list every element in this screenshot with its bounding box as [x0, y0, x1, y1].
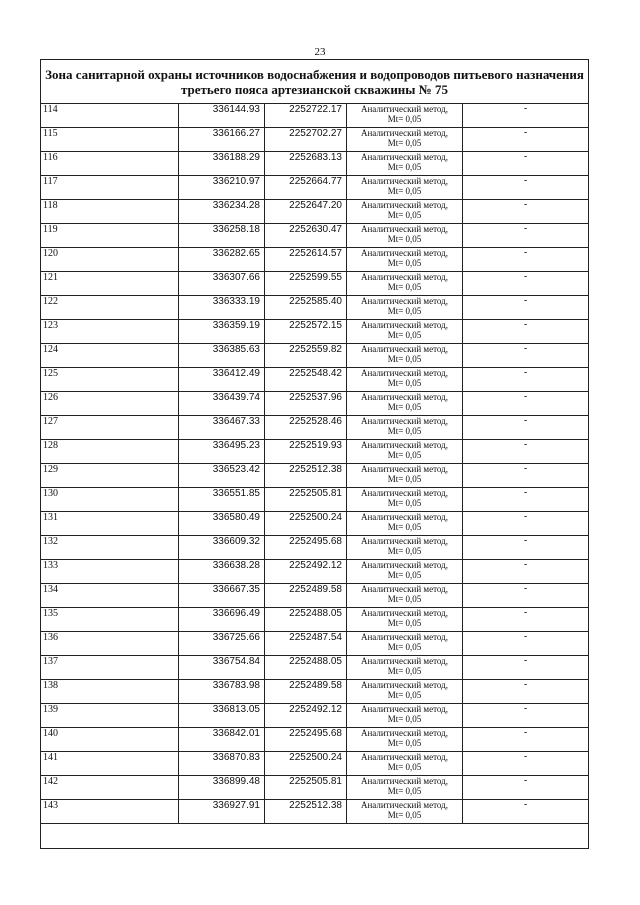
x-coordinate-cell: 336842.01: [179, 728, 265, 752]
x-coordinate-cell: 336754.84: [179, 656, 265, 680]
y-coordinate-cell: 2252489.58: [265, 584, 347, 608]
x-coordinate-cell: 336439.74: [179, 392, 265, 416]
x-coordinate-cell: 336495.23: [179, 440, 265, 464]
method-cell: [347, 512, 463, 536]
dash-cell: -: [463, 680, 589, 704]
point-number-cell: 130: [41, 488, 179, 512]
y-coordinate-cell: 2252512.38: [265, 800, 347, 824]
table-row: [41, 656, 589, 680]
x-coordinate-cell: 336927.91: [179, 800, 265, 824]
x-coordinate-cell: 336870.83: [179, 752, 265, 776]
dash-cell: -: [463, 104, 589, 128]
x-coordinate-cell: 336467.33: [179, 416, 265, 440]
y-coordinate-cell: 2252492.12: [265, 704, 347, 728]
method-accuracy: Mt= 0,05: [387, 426, 422, 436]
method-name: Аналитический метод,: [360, 176, 449, 186]
method-accuracy: Mt= 0,05: [387, 234, 422, 244]
y-coordinate-cell: 2252572.15: [265, 320, 347, 344]
method-accuracy: Mt= 0,05: [387, 738, 422, 748]
method-accuracy: Mt= 0,05: [387, 570, 422, 580]
method-cell: [347, 104, 463, 128]
method-name: Аналитический метод,: [360, 608, 449, 618]
method-accuracy: Mt= 0,05: [387, 666, 422, 676]
table-row: [41, 800, 589, 824]
x-coordinate-cell: 336523.42: [179, 464, 265, 488]
y-coordinate-cell: 2252599.55: [265, 272, 347, 296]
point-number-cell: 136: [41, 632, 179, 656]
method-name: Аналитический метод,: [360, 704, 449, 714]
x-coordinate-cell: 336609.32: [179, 536, 265, 560]
table-row: [41, 320, 589, 344]
y-coordinate-cell: 2252495.68: [265, 728, 347, 752]
method-name: Аналитический метод,: [360, 680, 449, 690]
point-number-cell: 123: [41, 320, 179, 344]
method-cell: [347, 296, 463, 320]
x-coordinate-cell: 336783.98: [179, 680, 265, 704]
table-row: [41, 632, 589, 656]
page-number: 23: [314, 46, 326, 58]
y-coordinate-cell: 2252614.57: [265, 248, 347, 272]
x-coordinate-cell: 336307.66: [179, 272, 265, 296]
table-row: [41, 344, 589, 368]
method-accuracy: Mt= 0,05: [387, 330, 422, 340]
dash-cell: -: [463, 464, 589, 488]
method-accuracy: Mt= 0,05: [387, 642, 422, 652]
method-cell: [347, 440, 463, 464]
method-name: Аналитический метод,: [360, 728, 449, 738]
method-accuracy: Mt= 0,05: [387, 402, 422, 412]
table-row: [41, 704, 589, 728]
method-name: Аналитический метод,: [360, 776, 449, 786]
y-coordinate-cell: 2252489.58: [265, 680, 347, 704]
table-row: [41, 296, 589, 320]
x-coordinate-cell: 336813.05: [179, 704, 265, 728]
dash-cell: -: [463, 584, 589, 608]
table-row: [41, 176, 589, 200]
dash-cell: -: [463, 128, 589, 152]
point-number-cell: 118: [41, 200, 179, 224]
method-accuracy: Mt= 0,05: [387, 114, 422, 124]
y-coordinate-cell: 2252505.81: [265, 776, 347, 800]
dash-cell: -: [463, 152, 589, 176]
method-accuracy: Mt= 0,05: [387, 258, 422, 268]
method-accuracy: Mt= 0,05: [387, 546, 422, 556]
method-name: Аналитический метод,: [360, 800, 449, 810]
table-row: [41, 776, 589, 800]
x-coordinate-cell: 336282.65: [179, 248, 265, 272]
method-accuracy: Mt= 0,05: [387, 594, 422, 604]
table-row: [41, 416, 589, 440]
x-coordinate-cell: 336580.49: [179, 512, 265, 536]
dash-cell: -: [463, 728, 589, 752]
y-coordinate-cell: 2252585.40: [265, 296, 347, 320]
method-cell: [347, 392, 463, 416]
method-name: Аналитический метод,: [360, 104, 449, 114]
method-cell: [347, 200, 463, 224]
point-number-cell: 140: [41, 728, 179, 752]
point-number-cell: 138: [41, 680, 179, 704]
method-cell: [347, 416, 463, 440]
method-name: Аналитический метод,: [360, 224, 449, 234]
dash-cell: -: [463, 752, 589, 776]
x-coordinate-cell: 336188.29: [179, 152, 265, 176]
method-name: Аналитический метод,: [360, 296, 449, 306]
dash-cell: -: [463, 320, 589, 344]
x-coordinate-cell: 336258.18: [179, 224, 265, 248]
point-number-cell: 142: [41, 776, 179, 800]
method-cell: [347, 488, 463, 512]
dash-cell: -: [463, 800, 589, 824]
dash-cell: -: [463, 656, 589, 680]
method-accuracy: Mt= 0,05: [387, 210, 422, 220]
table-row: [41, 440, 589, 464]
table-row: [41, 128, 589, 152]
x-coordinate-cell: 336234.28: [179, 200, 265, 224]
dash-cell: -: [463, 224, 589, 248]
y-coordinate-cell: 2252505.81: [265, 488, 347, 512]
table-row: [41, 368, 589, 392]
x-coordinate-cell: 336667.35: [179, 584, 265, 608]
y-coordinate-cell: 2252559.82: [265, 344, 347, 368]
dash-cell: -: [463, 272, 589, 296]
point-number-cell: 120: [41, 248, 179, 272]
method-name: Аналитический метод,: [360, 272, 449, 282]
dash-cell: -: [463, 392, 589, 416]
method-accuracy: Mt= 0,05: [387, 138, 422, 148]
method-cell: [347, 128, 463, 152]
table-row: [41, 728, 589, 752]
method-cell: [347, 632, 463, 656]
point-number-cell: 137: [41, 656, 179, 680]
point-number-cell: 129: [41, 464, 179, 488]
method-cell: [347, 464, 463, 488]
method-accuracy: Mt= 0,05: [387, 282, 422, 292]
y-coordinate-cell: 2252500.24: [265, 752, 347, 776]
y-coordinate-cell: 2252647.20: [265, 200, 347, 224]
dash-cell: -: [463, 248, 589, 272]
point-number-cell: 125: [41, 368, 179, 392]
table-row: [41, 536, 589, 560]
point-number-cell: 121: [41, 272, 179, 296]
table-row: [41, 392, 589, 416]
method-accuracy: Mt= 0,05: [387, 786, 422, 796]
method-cell: [347, 656, 463, 680]
y-coordinate-cell: 2252722.17: [265, 104, 347, 128]
x-coordinate-cell: 336696.49: [179, 608, 265, 632]
method-name: Аналитический метод,: [360, 416, 449, 426]
point-number-cell: 135: [41, 608, 179, 632]
dash-cell: -: [463, 176, 589, 200]
y-coordinate-cell: 2252487.54: [265, 632, 347, 656]
x-coordinate-cell: 336359.19: [179, 320, 265, 344]
dash-cell: -: [463, 296, 589, 320]
method-name: Аналитический метод,: [360, 464, 449, 474]
point-number-cell: 132: [41, 536, 179, 560]
x-coordinate-cell: 336551.85: [179, 488, 265, 512]
method-cell: [347, 800, 463, 824]
table-row: [41, 608, 589, 632]
y-coordinate-cell: 2252630.47: [265, 224, 347, 248]
method-cell: [347, 536, 463, 560]
dash-cell: -: [463, 416, 589, 440]
method-accuracy: Mt= 0,05: [387, 498, 422, 508]
table-row: [41, 104, 589, 128]
y-coordinate-cell: 2252664.77: [265, 176, 347, 200]
x-coordinate-cell: 336144.93: [179, 104, 265, 128]
method-cell: [347, 248, 463, 272]
dash-cell: -: [463, 512, 589, 536]
method-name: Аналитический метод,: [360, 368, 449, 378]
y-coordinate-cell: 2252702.27: [265, 128, 347, 152]
method-accuracy: Mt= 0,05: [387, 378, 422, 388]
method-accuracy: Mt= 0,05: [387, 618, 422, 628]
method-accuracy: Mt= 0,05: [387, 522, 422, 532]
table-row: [41, 512, 589, 536]
dash-cell: -: [463, 632, 589, 656]
method-accuracy: Mt= 0,05: [387, 186, 422, 196]
method-accuracy: Mt= 0,05: [387, 762, 422, 772]
method-name: Аналитический метод,: [360, 200, 449, 210]
y-coordinate-cell: 2252683.13: [265, 152, 347, 176]
method-name: Аналитический метод,: [360, 536, 449, 546]
point-number-cell: 128: [41, 440, 179, 464]
dash-cell: -: [463, 200, 589, 224]
table-bottom-space: [41, 824, 589, 849]
empty-cell: [41, 824, 589, 849]
method-name: Аналитический метод,: [360, 128, 449, 138]
method-cell: [347, 704, 463, 728]
x-coordinate-cell: 336725.66: [179, 632, 265, 656]
point-number-cell: 124: [41, 344, 179, 368]
x-coordinate-cell: 336385.63: [179, 344, 265, 368]
method-cell: [347, 680, 463, 704]
point-number-cell: 122: [41, 296, 179, 320]
dash-cell: -: [463, 776, 589, 800]
point-number-cell: 143: [41, 800, 179, 824]
y-coordinate-cell: 2252488.05: [265, 608, 347, 632]
dash-cell: -: [463, 344, 589, 368]
point-number-cell: 131: [41, 512, 179, 536]
table-row: [41, 680, 589, 704]
point-number-cell: 127: [41, 416, 179, 440]
x-coordinate-cell: 336638.28: [179, 560, 265, 584]
table-row: [41, 152, 589, 176]
y-coordinate-cell: 2252512.38: [265, 464, 347, 488]
method-accuracy: Mt= 0,05: [387, 690, 422, 700]
y-coordinate-cell: 2252488.05: [265, 656, 347, 680]
dash-cell: -: [463, 608, 589, 632]
x-coordinate-cell: 336210.97: [179, 176, 265, 200]
dash-cell: -: [463, 536, 589, 560]
dash-cell: -: [463, 488, 589, 512]
y-coordinate-cell: 2252492.12: [265, 560, 347, 584]
method-name: Аналитический метод,: [360, 344, 449, 354]
y-coordinate-cell: 2252519.93: [265, 440, 347, 464]
table-row: [41, 224, 589, 248]
table-row: [41, 464, 589, 488]
table-row: [41, 488, 589, 512]
point-number-cell: 133: [41, 560, 179, 584]
method-cell: [347, 608, 463, 632]
method-accuracy: Mt= 0,05: [387, 162, 422, 172]
method-name: Аналитический метод,: [360, 752, 449, 762]
y-coordinate-cell: 2252528.46: [265, 416, 347, 440]
table-row: [41, 584, 589, 608]
y-coordinate-cell: 2252548.42: [265, 368, 347, 392]
y-coordinate-cell: 2252500.24: [265, 512, 347, 536]
method-name: Аналитический метод,: [360, 392, 449, 402]
method-name: Аналитический метод,: [360, 248, 449, 258]
method-cell: [347, 560, 463, 584]
point-number-cell: 117: [41, 176, 179, 200]
method-cell: [347, 176, 463, 200]
point-number-cell: 126: [41, 392, 179, 416]
point-number-cell: 134: [41, 584, 179, 608]
method-accuracy: Mt= 0,05: [387, 354, 422, 364]
method-cell: [347, 320, 463, 344]
method-name: Аналитический метод,: [360, 440, 449, 450]
table-row: [41, 272, 589, 296]
point-number-cell: 114: [41, 104, 179, 128]
method-cell: [347, 152, 463, 176]
method-name: Аналитический метод,: [360, 632, 449, 642]
method-name: Аналитический метод,: [360, 488, 449, 498]
method-cell: [347, 224, 463, 248]
dash-cell: -: [463, 440, 589, 464]
y-coordinate-cell: 2252495.68: [265, 536, 347, 560]
table-row: [41, 200, 589, 224]
method-accuracy: Mt= 0,05: [387, 474, 422, 484]
dash-cell: -: [463, 368, 589, 392]
y-coordinate-cell: 2252537.96: [265, 392, 347, 416]
method-accuracy: Mt= 0,05: [387, 714, 422, 724]
method-cell: [347, 584, 463, 608]
method-name: Аналитический метод,: [360, 560, 449, 570]
dash-cell: -: [463, 560, 589, 584]
x-coordinate-cell: 336333.19: [179, 296, 265, 320]
table-row: [41, 248, 589, 272]
method-accuracy: Mt= 0,05: [387, 810, 422, 820]
method-name: Аналитический метод,: [360, 512, 449, 522]
dash-cell: -: [463, 704, 589, 728]
method-cell: [347, 776, 463, 800]
table-row: [41, 560, 589, 584]
method-cell: [347, 368, 463, 392]
method-name: Аналитический метод,: [360, 584, 449, 594]
method-cell: [347, 752, 463, 776]
point-number-cell: 141: [41, 752, 179, 776]
method-name: Аналитический метод,: [360, 152, 449, 162]
method-accuracy: Mt= 0,05: [387, 306, 422, 316]
coordinates-table: [40, 59, 589, 849]
point-number-cell: 115: [41, 128, 179, 152]
x-coordinate-cell: 336166.27: [179, 128, 265, 152]
method-accuracy: Mt= 0,05: [387, 450, 422, 460]
point-number-cell: 116: [41, 152, 179, 176]
table-row: [41, 752, 589, 776]
method-cell: [347, 272, 463, 296]
x-coordinate-cell: 336899.48: [179, 776, 265, 800]
point-number-cell: 139: [41, 704, 179, 728]
point-number-cell: 119: [41, 224, 179, 248]
method-name: Аналитический метод,: [360, 320, 449, 330]
method-name: Аналитический метод,: [360, 656, 449, 666]
method-cell: [347, 728, 463, 752]
method-cell: [347, 344, 463, 368]
x-coordinate-cell: 336412.49: [179, 368, 265, 392]
table-title: Зона санитарной охраны источников водоснабжения и водопроводов питьевого назначения третьего пояса артезианской скважины № 75: [41, 60, 589, 104]
